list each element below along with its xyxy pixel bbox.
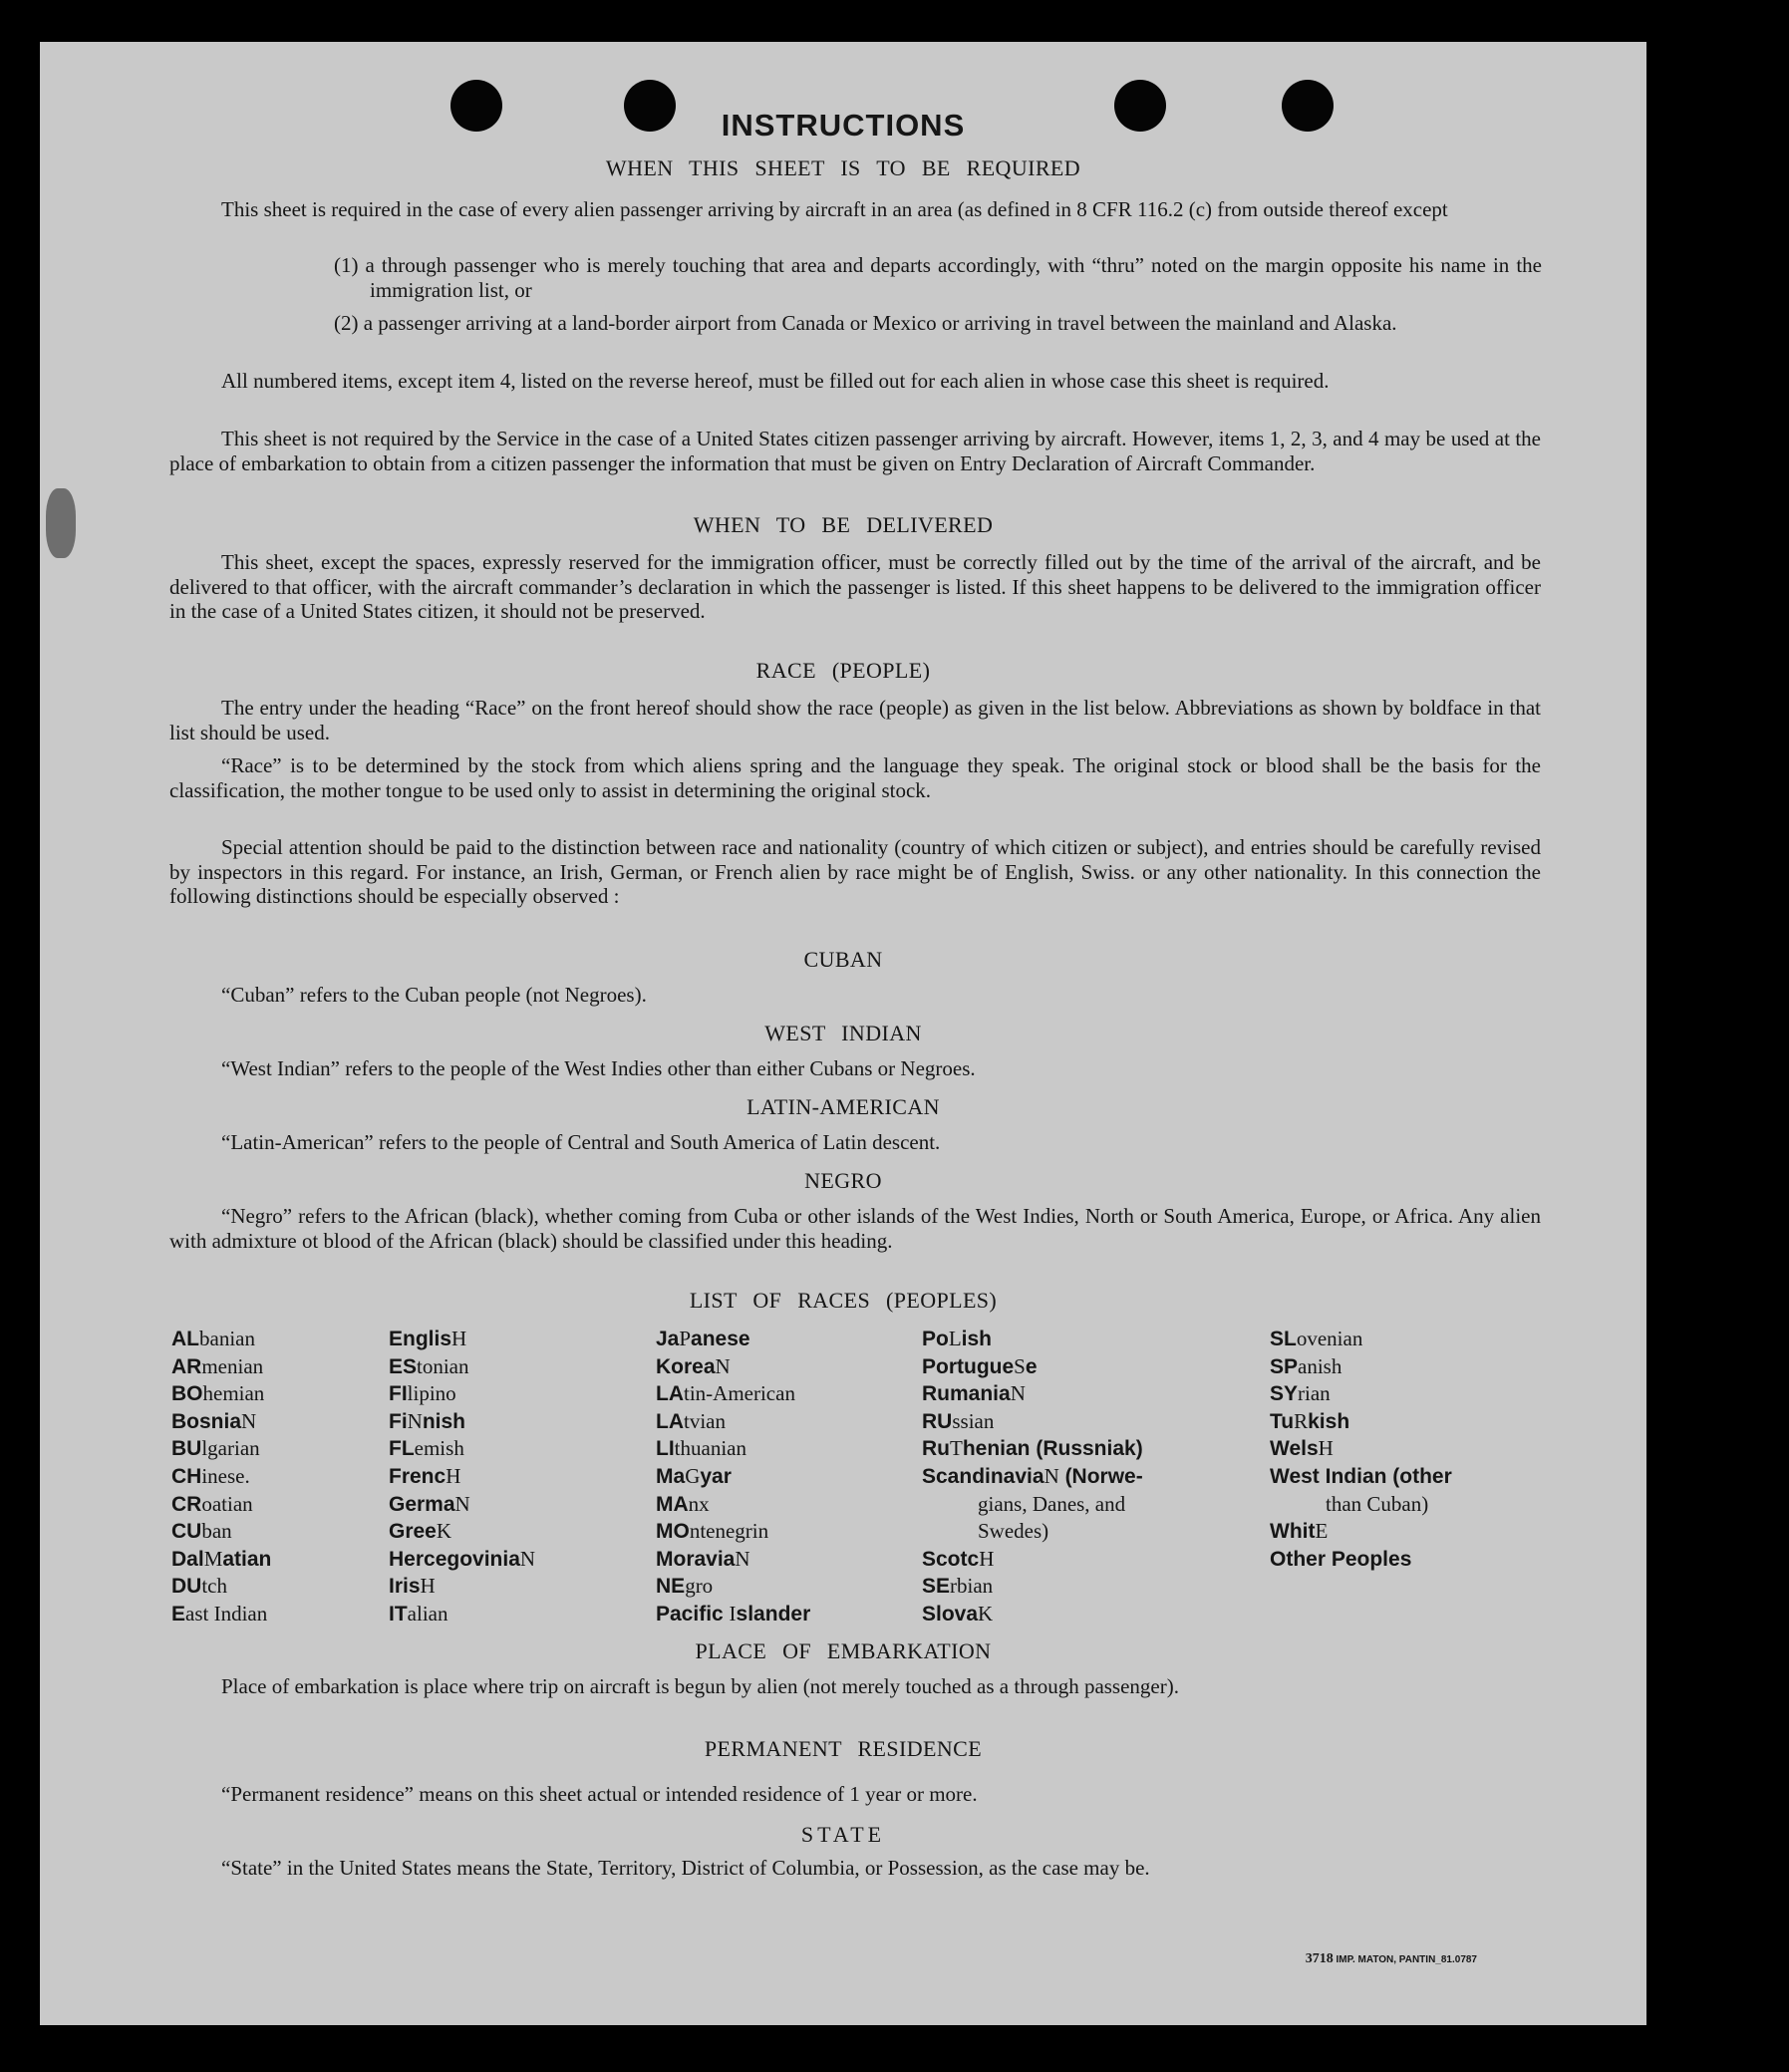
race-list-item: EStonian [389, 1353, 469, 1378]
race-list-column-3 [656, 1326, 810, 1628]
heading-west-indian: WEST INDIAN [764, 1021, 922, 1045]
paragraph-cuban: “Cuban” refers to the Cuban people (not Negroes). [221, 983, 647, 1007]
race-list-item: GermaN [389, 1491, 470, 1516]
race-list-item: MoraviaN [656, 1546, 750, 1571]
paragraph-required-intro: This sheet is required in the case of every alien passenger arriving by aircraft in an area (as defined in 8 CFR 116.2 (c) from outside thereof except [221, 197, 1448, 221]
heading-race: RACE (PEOPLE) [755, 658, 931, 683]
race-list-item: ITalian [389, 1601, 448, 1626]
heading-when-delivered: WHEN TO BE DELIVERED [693, 512, 994, 537]
paragraph-race-nationality: Special attention should be paid to the distinction between race and nationality (country of which citizen or subject), and entries should be carefully revised by inspectors in this regard. For instance, an Irish, German, or French alien by race might be of English, Swiss. or any other nationality. In this connection the following distinctions should be especially observed : [169, 835, 1541, 908]
list-item-land-border: (2) a passenger arriving at a land-border airport from Canada or Mexico or arriving in travel between the mainland and Alaska. [334, 311, 1397, 335]
race-list-item: WelsH [1270, 1436, 1334, 1461]
race-list-item: NEgro [656, 1574, 714, 1599]
race-list-item: SErbian [922, 1574, 994, 1599]
page-title: INSTRUCTIONS [721, 108, 966, 143]
paragraph-negro: “Negro” refers to the African (black), whether coming from Cuba or other islands of the West Indies, North or South America, Europe, or Africa. Any alien with admixture ot blood of the African (black) should be classified under this heading. [169, 1204, 1541, 1253]
race-list-item: DUtch [171, 1574, 227, 1599]
race-list-item: PortugueSe [922, 1353, 1038, 1378]
paragraph-west-indian: “West Indian” refers to the people of the West Indies other than either Cubans or Negroes. [221, 1056, 976, 1080]
race-list-item: DalMatian [171, 1546, 272, 1571]
race-list-item: PoLish [922, 1327, 993, 1350]
race-list-item: FrencH [389, 1463, 461, 1488]
paragraph-numbered-items: All numbered items, except item 4, listed on the reverse hereof, must be filled out for each alien in whose case this sheet is required. [221, 369, 1330, 393]
race-list-item: CHinese. [171, 1463, 250, 1488]
race-list-item: MAnx [656, 1491, 710, 1516]
paragraph-latin-american: “Latin-American” refers to the people of Central and South America of Latin descent. [221, 1130, 941, 1154]
heading-permanent-residence: PERMANENT RESIDENCE [704, 1736, 983, 1761]
race-list-item: IrisH [389, 1574, 436, 1599]
paragraph-race-entry: The entry under the heading “Race” on the front hereof should show the race (people) as given in the list below. Abbreviations as shown by boldface in that list should be used. [169, 696, 1541, 744]
race-list-item: RumaniaN [922, 1381, 1026, 1406]
race-list-column-4 [922, 1326, 1143, 1628]
race-list-item: SPanish [1270, 1353, 1342, 1378]
race-list-item: SLovenian [1270, 1327, 1363, 1350]
list-item-through-passenger: (1) a through passenger who is merely touching that area and departs accordingly, with “thru” noted on the margin opposite his name in the immigration list, or [334, 253, 1542, 302]
race-list-item: Pacific Islander [656, 1601, 811, 1626]
race-list-item: JaPanese [656, 1327, 750, 1350]
race-list-item: GreeK [389, 1519, 452, 1544]
race-list-item: FiNnish [389, 1408, 466, 1433]
race-list-item: LAtvian [656, 1408, 726, 1433]
race-list-item: FIlipino [389, 1381, 456, 1406]
paragraph-citizen-not-required: This sheet is not required by the Service in the case of a United States citizen passenger arriving by aircraft. However, items 1, 2, 3, and 4 may be used at the place of embarkation to obtain from a citizen passenger the information that must be given on Entry Declaration of Aircraft Commander. [169, 427, 1541, 475]
race-list-item: BOhemian [171, 1381, 265, 1406]
race-list-item: SlovaK [922, 1601, 994, 1626]
race-list-item: ScotcH [922, 1546, 995, 1571]
race-list-column-1 [171, 1326, 271, 1628]
instruction-sheet [40, 42, 1646, 2025]
race-list-item: MOntenegrin [656, 1519, 769, 1544]
race-list-column-2 [389, 1326, 535, 1628]
race-list-item: WhitE [1270, 1519, 1329, 1544]
heading-when-required: WHEN THIS SHEET IS TO BE REQUIRED [605, 155, 1081, 180]
race-list-item: LAtin-American [656, 1381, 795, 1406]
heading-state: STATE [800, 1822, 886, 1847]
paragraph-race-stock: “Race” is to be determined by the stock from which aliens spring and the language they speak. The original stock or blood shall be the basis for the classification, the mother tongue to be used only to assist in determining the original stock. [169, 753, 1541, 802]
race-list-item: LIthuanian [656, 1436, 746, 1461]
race-list-item: TuRkish [1270, 1408, 1350, 1433]
race-list-item: Swedes) [978, 1519, 1049, 1544]
paragraph-embarkation: Place of embarkation is place where trip on aircraft is begun by alien (not merely touched as a through passenger). [221, 1674, 1179, 1698]
race-list-item: SYrian [1270, 1381, 1331, 1406]
heading-latin-american: LATIN-AMERICAN [746, 1094, 940, 1119]
heading-list-of-races: LIST OF RACES (PEOPLES) [689, 1288, 998, 1313]
form-footer [1306, 1951, 1477, 1967]
paragraph-permanent-residence: “Permanent residence” means on this sheet actual or intended residence of 1 year or more. [221, 1782, 978, 1806]
printer-imprint: IMP. MATON, PANTIN_81.0787 [1336, 1954, 1477, 1965]
race-list-item: ALbanian [171, 1327, 255, 1350]
paragraph-state: “State” in the United States means the State, Territory, District of Columbia, or Possession, as the case may be. [221, 1856, 1150, 1880]
heading-embarkation: PLACE OF EMBARKATION [695, 1638, 992, 1663]
race-list-column-5 [1270, 1326, 1452, 1573]
race-list-item: FLemish [389, 1436, 464, 1461]
race-list-item: than Cuban) [1326, 1491, 1429, 1516]
race-list-item: CUban [171, 1519, 232, 1544]
race-list-item: Other Peoples [1270, 1547, 1412, 1571]
form-number: 3718 [1305, 1951, 1334, 1966]
race-list-item: ARmenian [171, 1353, 264, 1378]
race-list-item: CRoatian [171, 1491, 253, 1516]
race-list-item: gians, Danes, and [978, 1491, 1126, 1516]
paragraph-delivery: This sheet, except the spaces, expressly reserved for the immigration officer, must be correctly filled out by the time of the arrival of the aircraft, and be delivered to that officer, with the aircraft commander’s declaration in which the passenger is listed. If this sheet happens to be delivered to the immigration officer in the case of a United States citizen, it should not be preserved. [169, 550, 1541, 623]
race-list-item: MaGyar [656, 1463, 732, 1488]
heading-cuban: CUBAN [803, 947, 883, 972]
race-list-item: West Indian (other [1270, 1464, 1452, 1488]
heading-negro: NEGRO [804, 1168, 882, 1193]
race-list-item: KoreaN [656, 1353, 731, 1378]
race-list-item: RUssian [922, 1408, 995, 1433]
race-list-item: EnglisH [389, 1327, 467, 1350]
race-list-item: BosniaN [171, 1408, 257, 1433]
race-list-item: ScandinaviaN (Norwe- [922, 1463, 1143, 1488]
race-list-item: BUlgarian [171, 1436, 260, 1461]
race-list-item: East Indian [171, 1601, 268, 1626]
race-list-item: HercegoviniaN [389, 1546, 536, 1571]
race-list-item: RuThenian (Russniak) [922, 1436, 1143, 1461]
